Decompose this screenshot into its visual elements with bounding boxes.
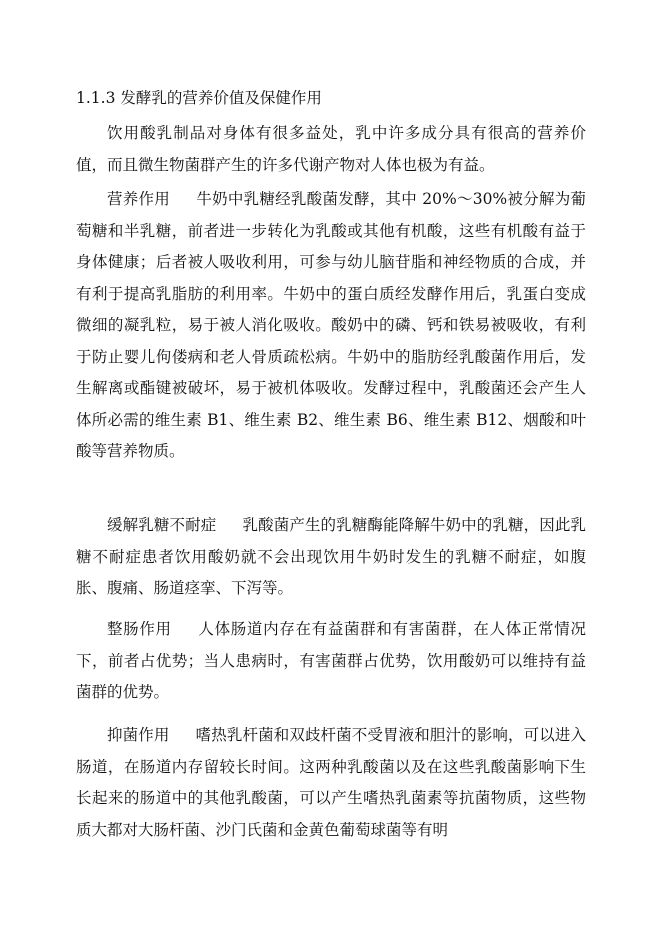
- paragraph-term: 抑菌作用: [107, 726, 170, 744]
- paragraph-term: 缓解乳糖不耐症: [107, 516, 217, 534]
- paragraph-text: 乳酸菌产生的乳糖酶能降解牛奶中的乳糖，因此乳糖不耐症患者饮用酸奶就不会出现饮用牛奶时发生的乳糖不耐症，如腹胀、腹痛、肠道痉挛、下泻等。: [76, 516, 586, 597]
- paragraph-intestinal: [76, 614, 586, 709]
- paragraph-term: 整肠作用: [107, 620, 172, 638]
- paragraph-nutrition: [76, 184, 586, 468]
- paragraph-term: 营养作用: [107, 190, 171, 208]
- paragraph-text: 饮用酸乳制品对身体有很多益处，乳中许多成分具有很高的营养价值，而且微生物菌群产生的许多代谢产物对人体也极为有益。: [76, 124, 586, 174]
- paragraph-antibacterial: [76, 720, 586, 846]
- paragraph-lactose-intolerance: [76, 510, 586, 605]
- paragraph-intro: [76, 118, 586, 181]
- paragraph-text: 人体肠道内存在有益菌群和有害菌群，在人体正常情况下，前者占优势；当人患病时，有害菌群占优势，饮用酸奶可以维持有益菌群的优势。: [76, 620, 586, 701]
- paragraph-text: 嗜热乳杆菌和双歧杆菌不受胃液和胆汁的影响，可以进入肠道，在肠道内存留较长时间。这两种乳酸菌以及在这些乳酸菌影响下生长起来的肠道中的其他乳酸菌，可以产生嗜热乳菌素等抗菌物质，这些物质大都对大肠杆菌、沙门氏菌和金黄色葡萄球菌等有明: [76, 726, 586, 839]
- paragraph-text: 牛奶中乳糖经乳酸菌发酵，其中 20%～30%被分解为葡萄糖和半乳糖，前者进一步转化为乳酸或其他有机酸，这些有机酸有益于身体健康；后者被人吸收利用，可参与幼儿脑苷脂和神经物质的合成，并有利于提高乳脂肪的利用率。牛奶中的蛋白质经发酵作用后，乳蛋白变成微细的凝乳粒，易于被人消化吸收。酸奶中的磷、钙和铁易被吸收，有利于防止婴儿佝偻病和老人骨质疏松病。牛奶中的脂肪经乳酸菌作用后，发生解离或酯键被破坏，易于被机体吸收。发酵过程中，乳酸菌还会产生人体所必需的维生素 B1、维生素 B2、维生素 B6、维生素 B12、烟酸和叶酸等营养物质。: [76, 190, 586, 460]
- section-heading: 1.1.3 发酵乳的营养价值及保健作用: [76, 89, 322, 107]
